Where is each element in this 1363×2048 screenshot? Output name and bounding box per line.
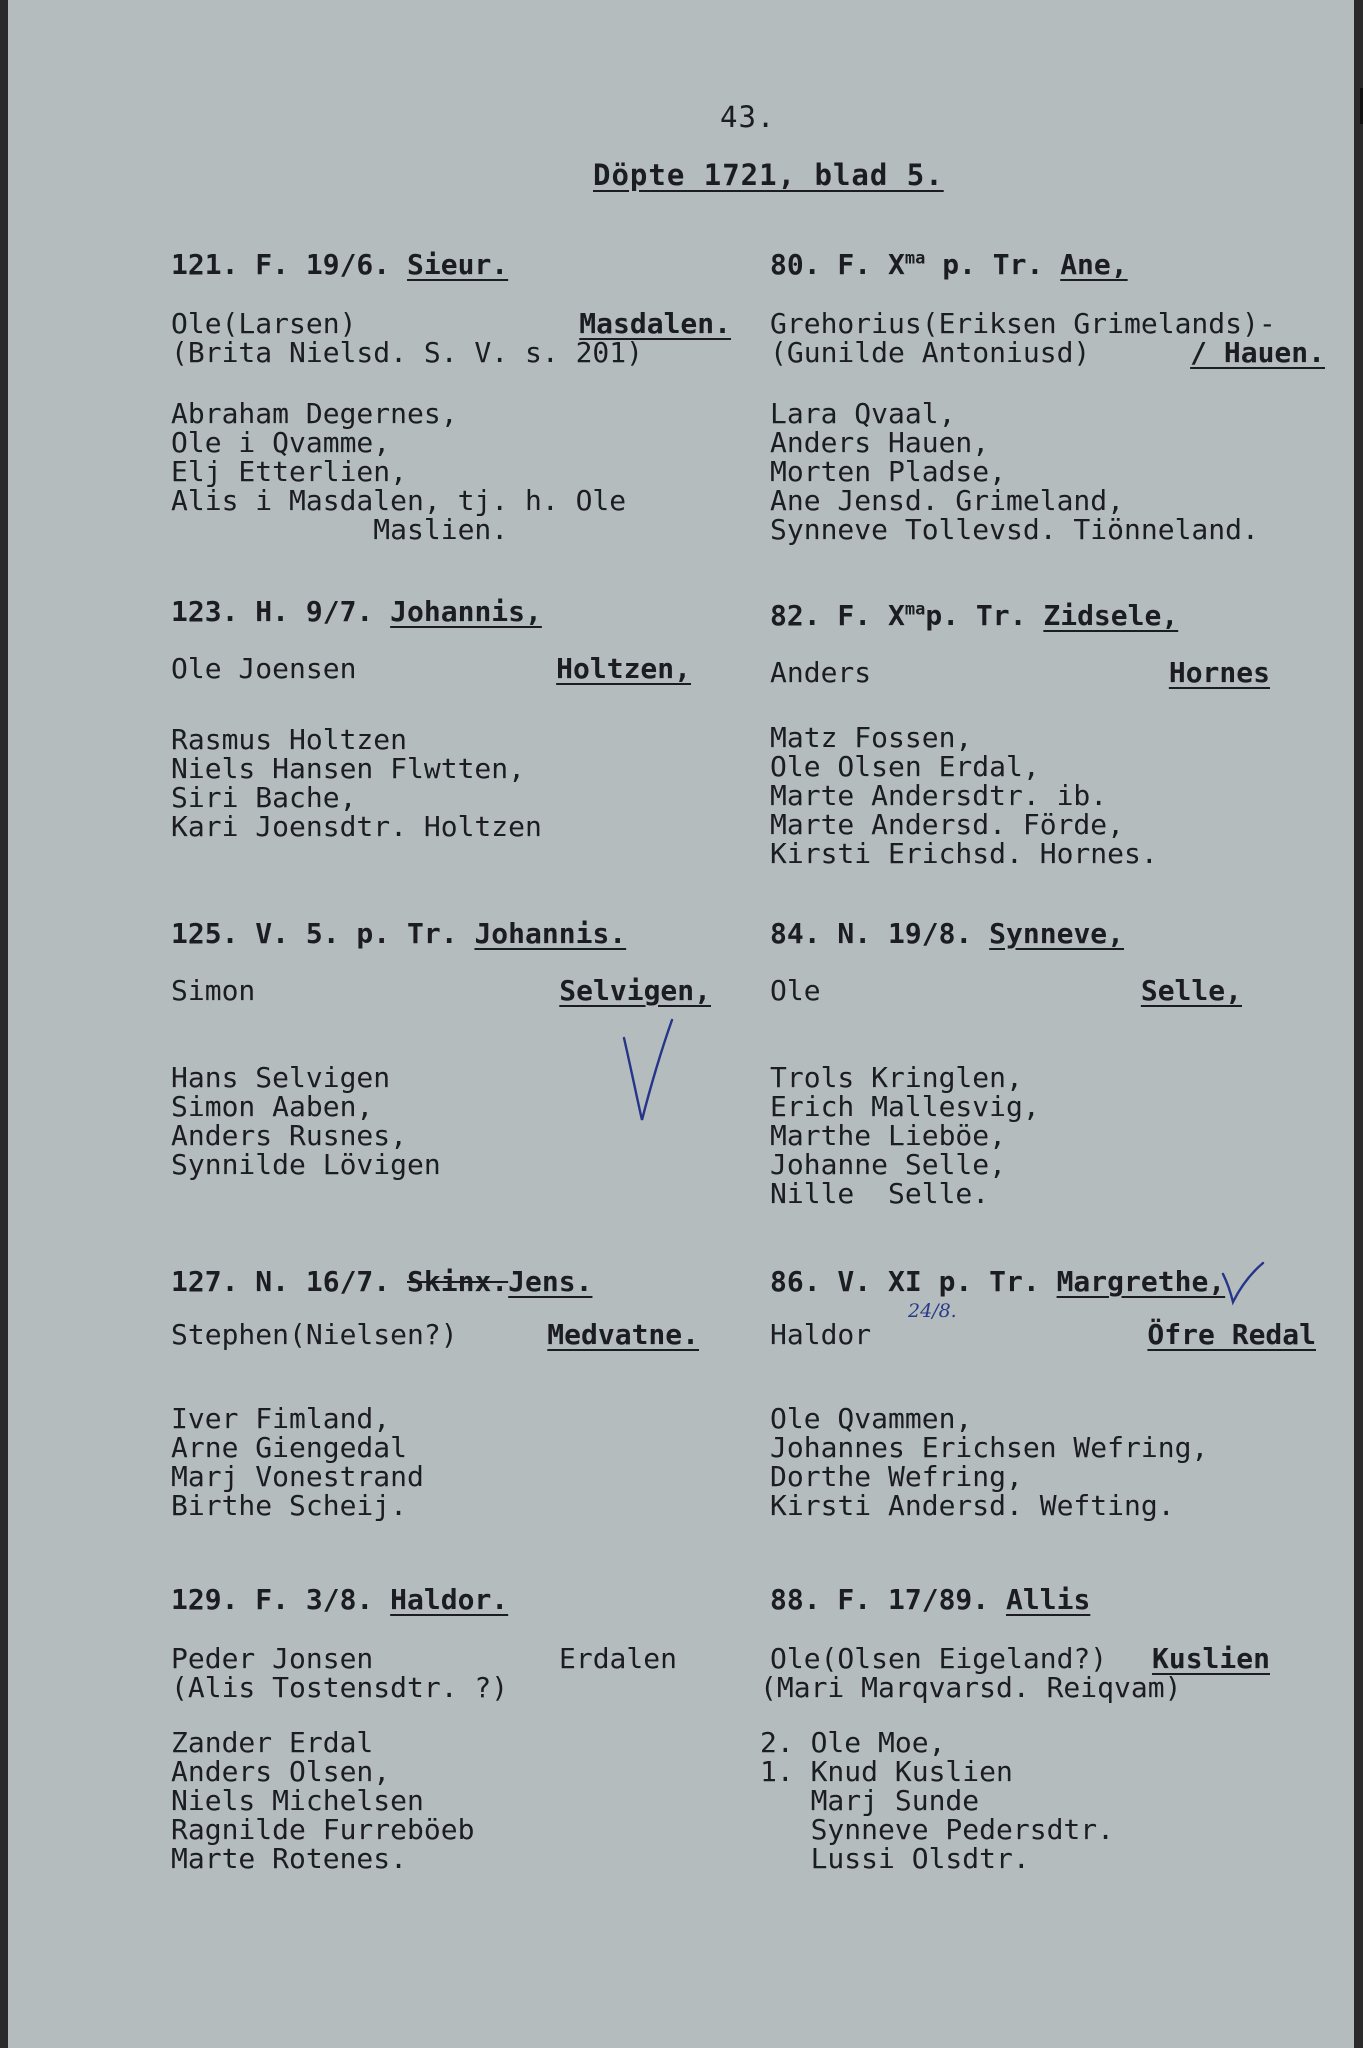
witness: Abraham Degernes, [171,397,458,430]
witness: Niels Michelsen [171,1784,424,1817]
witness: Johannes Erichsen Wefring, [770,1431,1209,1464]
parent-line: Ole(Larsen) Masdalen. [171,307,731,340]
farm-name: Öfre Redal [1147,1318,1316,1351]
child-name: Ane, [1060,248,1128,281]
parents [770,309,1325,367]
page-number: 43. [720,100,776,134]
witness: Siri Bache, [171,781,357,814]
parents [171,1320,699,1349]
child-name: Allis [1006,1583,1091,1616]
farm-name: Selle, [1140,974,1242,1007]
witness: Anders Olsen, [171,1755,391,1788]
witness: Lussi Olsdtr. [760,1842,1030,1875]
witness: Simon Aaben, [171,1090,374,1123]
witness-list [171,399,731,544]
parents [770,976,1242,1005]
entry-head: 88. F. 17/89. Allis [770,1583,1091,1616]
parents [171,976,711,1005]
witness: Dorthe Wefring, [770,1460,1023,1493]
witness-list [770,399,1325,544]
witness: Kirsti Andersd. Wefting. [770,1489,1175,1522]
child-name: Sieur. [407,248,509,281]
document-sheet [8,0,1354,2048]
witness: Hans Selvigen [171,1061,391,1094]
witness: Elj Etterlien, [171,455,408,488]
witness: Anders Hauen, [770,426,990,459]
witness: Morten Pladse, [770,455,1007,488]
witness: Marthe Lieböe, [770,1119,1007,1152]
child-name: Zidsele, [1043,599,1179,632]
parents [171,1644,677,1702]
child-name: Jens. [508,1265,593,1298]
checkmark-icon [620,1018,676,1123]
entry-80 [770,250,1325,544]
witness: Ole Qvammen, [770,1402,973,1435]
parent-line: (Gunilde Antoniusd) / Hauen. [770,336,1325,369]
witness: Marj Sunde [760,1784,980,1817]
witness: Marj Vonestrand [171,1460,424,1493]
witness: Marte Rotenes. [171,1842,408,1875]
entry-head: 127. N. 16/7. Skinx.Jens. [171,1265,593,1298]
witness: Ole i Qvamme, [171,426,391,459]
entry-123 [171,597,691,841]
struck-word: Skinx. [407,1265,509,1298]
parent-line: Grehorius(Eriksen Grimelands)- [770,307,1276,340]
witness: Synneve Tollevsd. Tiönneland. [770,513,1259,546]
parent-line: Haldor Öfre Redal [770,1318,1316,1351]
child-name: Johannis. [474,917,627,950]
witness: Maslien. [171,513,509,546]
entry-head: 129. F. 3/8. Haldor. [171,1583,509,1616]
parents [171,309,731,367]
entry-82 [770,601,1270,868]
entry-head: 123. H. 9/7. Johannis, [171,595,542,628]
witness: Lara Qvaal, [770,397,956,430]
witness: Marte Andersd. Förde, [770,808,1125,841]
witness-list [171,1728,677,1873]
page-title: Döpte 1721, blad 5. [593,158,944,192]
farm-name: / Hauen. [1190,336,1325,369]
entry-head: 82. F. $X^{ma}p$. Tr. Zidsele, [770,599,1179,632]
witness: Anders Rusnes, [171,1119,408,1152]
witness-list [770,1063,1242,1208]
entry-84 [770,919,1242,1208]
checkmark-icon [1220,1260,1266,1306]
witness: Nille Selle. [770,1177,990,1210]
witness: Birthe Scheij. [171,1489,408,1522]
witness: Alis i Masdalen, tj. h. Ole [171,484,627,517]
parent-line: Simon Selvigen, [171,974,711,1007]
entry-head: 121. F. 19/6. Sieur. [171,248,509,281]
witness: Ane Jensd. Grimeland, [770,484,1125,517]
farm-name: Holtzen, [556,652,691,685]
witness: 1. Knud Kuslien [760,1755,1013,1788]
witness-list [760,1728,1270,1873]
entry-head: 80. F. $X^{ma}$ p. Tr. Ane, [770,248,1128,281]
entry-head: 84. N. 19/8. Synneve, [770,917,1125,950]
farm-name: Erdalen [558,1642,677,1675]
entry-head: 125. V. 5. p. Tr. Johannis. [171,917,627,950]
entry-121 [171,250,731,544]
witness: Matz Fossen, [770,721,973,754]
witness: Trols Kringlen, [770,1061,1023,1094]
parent-line: (Alis Tostensdtr. ?) [171,1671,509,1704]
witness: Kirsti Erichsd. Hornes. [770,837,1158,870]
parent-line: (Brita Nielsd. S. V. s. 201) [171,336,644,369]
farm-name: Selvigen, [559,974,711,1007]
witness: Kari Joensdtr. Holtzen [171,810,542,843]
farm-name: Masdalen. [579,307,731,340]
witness-list [171,725,691,841]
farm-name: Kuslien [1151,1642,1270,1675]
entry-head: 86. V. XI p. Tr. Margrethe, [770,1265,1226,1298]
witness-list [171,1404,699,1520]
witness: Ole Olsen Erdal, [770,750,1040,783]
child-name: Haldor. [390,1583,509,1616]
child-name: Johannis, [390,595,542,628]
parent-line: Stephen(Nielsen?) Medvatne. [171,1318,699,1351]
parents [760,1644,1270,1702]
witness: Arne Giengedal [171,1431,408,1464]
entry-129 [171,1585,677,1873]
entry-88 [760,1585,1270,1873]
parents [770,1320,1316,1349]
parents [770,658,1270,687]
witness: Johanne Selle, [770,1148,1007,1181]
witness: 2. Ole Moe, [760,1726,946,1759]
farm-name: Hornes [1168,656,1270,689]
parent-line: Peder Jonsen Erdalen [171,1642,677,1675]
witness: Synneve Pedersdtr. [760,1813,1115,1846]
witness: Marte Andersdtr. ib. [770,779,1108,812]
witness-list [770,1404,1316,1520]
witness: Zander Erdal [171,1726,374,1759]
handwritten-date: 24/8. [908,1300,957,1322]
witness: Niels Hansen Flwtten, [171,752,526,785]
entry-127 [171,1267,699,1520]
parent-line: Ole Selle, [770,974,1242,1007]
witness: Ragnilde Furreböeb [171,1813,475,1846]
child-name: Synneve, [989,917,1125,950]
parent-line: Ole Joensen Holtzen, [171,652,691,685]
witness: Synnilde Lövigen [171,1148,441,1181]
child-name: Margrethe, [1056,1265,1226,1298]
witness: Rasmus Holtzen [171,723,408,756]
parents [171,654,691,683]
farm-name: Medvatne. [547,1318,699,1351]
witness-list [770,723,1270,868]
witness: Iver Fimland, [171,1402,391,1435]
witness: Erich Mallesvig, [770,1090,1040,1123]
parent-line: Anders Hornes [770,656,1270,689]
parent-line: (Mari Marqvarsd. Reiqvam) [760,1671,1182,1704]
parent-line: Ole(Olsen Eigeland?) Kuslien [770,1642,1270,1675]
